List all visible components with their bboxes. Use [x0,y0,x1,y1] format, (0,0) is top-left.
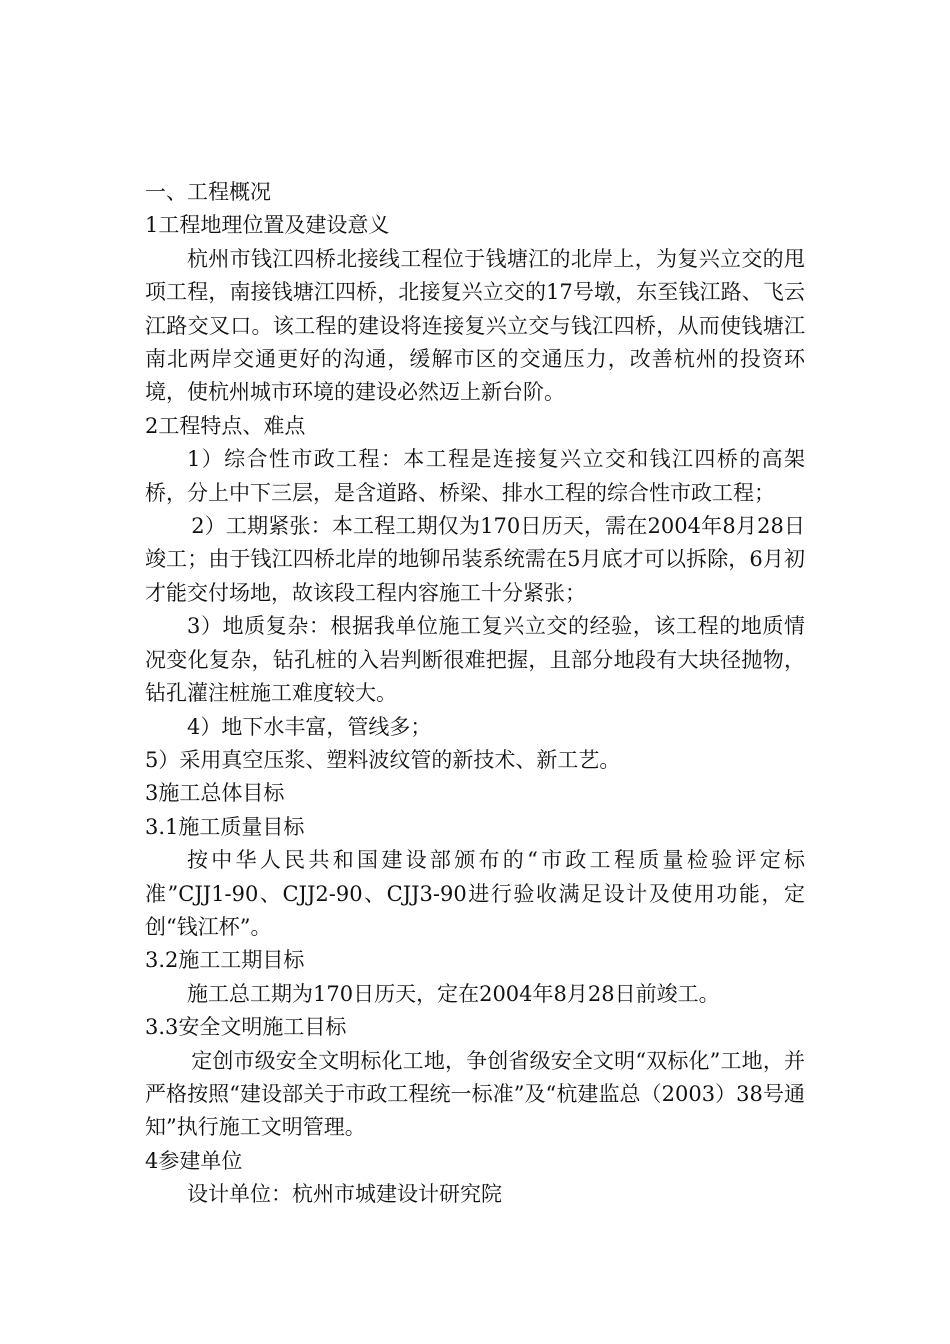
paragraph-quality-goal: 按中华人民共和国建设部颁布的“市政工程质量检验评定标准”CJJ1-90、CJJ2-90、CJJ3-90进行验收满足设计及使用功能，定创“钱江杯”。 [145,848,805,939]
paragraph-safety-goal: 定创市级安全文明标化工地，争创省级安全文明“双标化”工地，并严格按照“建设部关于市政工程统一标准”及“杭建监总（2003）38号通知”执行施工文明管理。 [145,1048,805,1140]
list-item-feature-2: 2）工期紧张：本工程工期仅为170日历天，需在2004年8月28日竣工；由于钱江四桥北岸的地铆吊装系统需在5月底才可以拆除，6月初才能交付场地，故该段工程内容施工十分紧张； [145,514,805,605]
document-body [145,176,805,1212]
subsection-heading-schedule-goal: 3.2施工工期目标 [145,948,305,973]
paragraph-schedule-goal: 施工总工期为170日历天，定在2004年8月28日前竣工。 [187,981,720,1006]
subsection-heading-safety-goal: 3.3安全文明施工目标 [145,1015,347,1040]
list-item-feature-4: 4）地下水丰富，管线多； [187,714,432,739]
list-item-feature-3: 3）地质复杂：根据我单位施工复兴立交的经验，该工程的地质情况变化复杂，钻孔桩的入岩判断很难把握，且部分地段有大块径抛物，钻孔灌注桩施工难度较大。 [145,614,805,706]
paragraph-location: 杭州市钱江四桥北接线工程位于钱塘江的北岸上，为复兴立交的甩项工程，南接钱塘江四桥，北接复兴立交的17号墩，东至钱江路、飞云江路交叉口。该工程的建设将连接复兴立交与钱江四桥，从而使钱塘江南北两岸交通更好的沟通，缓解市区的交通压力，改善杭州的投资环境，使杭州城市环境的建设必然迈上新台阶。 [145,246,805,405]
subsection-heading-quality-goal: 3.1施工质量目标 [145,814,305,839]
subsection-heading-location: 1工程地理位置及建设意义 [145,213,390,238]
subsection-heading-goals: 3施工总体目标 [145,781,285,806]
subsection-heading-participants: 4参建单位 [145,1148,243,1173]
list-item-feature-1: 1）综合性市政工程：本工程是连接复兴立交和钱江四桥的高架桥，分上中下三层，是含道路、桥梁、排水工程的综合性市政工程； [145,447,805,505]
paragraph-design-unit: 设计单位：杭州市城建设计研究院 [187,1182,502,1207]
list-item-feature-5: 5）采用真空压浆、塑料波纹管的新技术、新工艺。 [145,747,621,772]
subsection-heading-features: 2工程特点、难点 [145,413,306,438]
section-heading-project-overview: 一、工程概况 [145,180,271,204]
